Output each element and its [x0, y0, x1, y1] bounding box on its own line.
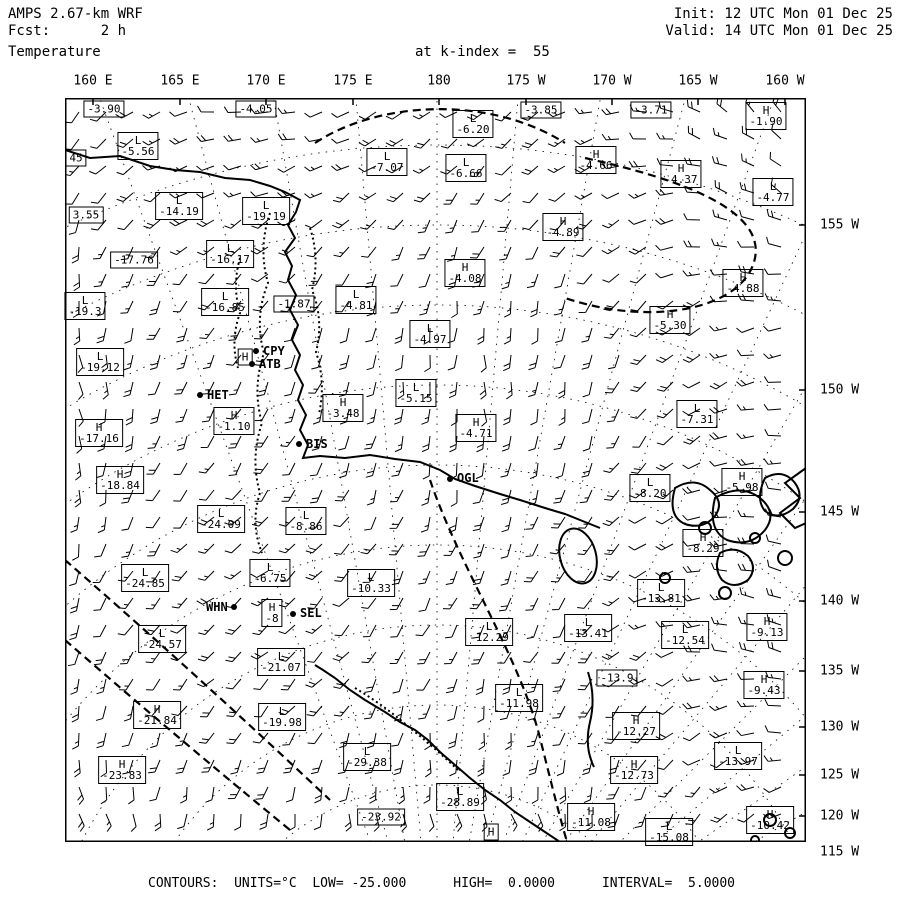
extremum-label — [322, 394, 363, 422]
extremum-label — [242, 197, 290, 225]
extremum-label — [542, 213, 583, 241]
extremum-label — [520, 102, 561, 119]
extremum-marker: H — [587, 805, 595, 818]
station-dot — [231, 604, 237, 610]
extremum-marker: H — [241, 350, 249, 364]
field-name: Temperature — [8, 44, 101, 60]
extremum-value: -19.19 — [246, 210, 286, 223]
station-label: ATB — [259, 357, 281, 371]
extremum-value: -5.98 — [725, 481, 759, 494]
top-axis-tick-label: 175 E — [333, 73, 373, 89]
extremum-marker: H — [268, 601, 276, 614]
extremum-value: -10.33 — [351, 582, 391, 595]
extremum-label — [637, 579, 685, 607]
extremum-value: -4.37 — [664, 173, 698, 186]
extremum-label — [357, 809, 405, 826]
extremum-label — [676, 400, 717, 428]
extremum-label — [682, 529, 723, 557]
right-axis-tick-label: 140 W — [820, 593, 860, 609]
top-axis-tick-label: 170 E — [246, 73, 286, 89]
extremum-marker: L — [217, 507, 225, 520]
extremum-value: -21.84 — [137, 714, 177, 727]
extremum-value: -6.20 — [456, 123, 490, 136]
extremum-label — [444, 259, 485, 287]
extremum-label — [612, 712, 660, 740]
extremum-marker: H — [95, 421, 103, 434]
extremum-value: -6.66 — [449, 167, 483, 180]
right-axis-tick-label: 150 W — [820, 382, 860, 398]
extremum-label — [445, 154, 486, 182]
extremum-marker: L — [646, 476, 654, 489]
extremum-value: 3.55 — [72, 208, 100, 222]
extremum-value: -23.83 — [102, 769, 142, 782]
extremum-label — [660, 160, 701, 188]
station-dot — [296, 441, 302, 447]
right-axis-tick-label: 155 W — [820, 217, 860, 233]
extremum-value: -1.90 — [749, 115, 783, 128]
extremum-value: -19.98 — [262, 716, 302, 729]
right-axis-tick-label: 115 W — [820, 844, 860, 860]
extremum-label — [285, 507, 326, 535]
extremum-value: -16.17 — [210, 253, 250, 266]
extremum-label — [575, 146, 616, 174]
extremum-marker: L — [469, 112, 477, 125]
extremum-marker: H — [762, 104, 770, 117]
extremum-value: -5.30 — [653, 319, 687, 332]
extremum-marker: H — [699, 531, 707, 544]
extremum-label — [746, 613, 787, 641]
extremum-marker: L — [681, 623, 689, 636]
right-axis-tick-label: 120 W — [820, 808, 860, 824]
extremum-marker: H — [487, 825, 495, 839]
extremum-label — [452, 110, 493, 138]
map-panel — [65, 98, 806, 842]
extremum-value: -1.87 — [277, 297, 311, 311]
extremum-label — [395, 379, 436, 407]
extremum-label — [65, 150, 86, 167]
extremum-marker: H — [153, 703, 161, 716]
extremum-label — [75, 419, 123, 447]
extremum-value: -7.31 — [680, 413, 714, 426]
extremum-value: -18.84 — [100, 479, 140, 492]
top-axis-tick-label: 160 W — [765, 73, 805, 89]
extremum-marker: L — [226, 242, 234, 255]
extremum-label — [258, 703, 306, 731]
extremum-value: -8 — [265, 612, 279, 625]
extremum-marker: L — [266, 561, 274, 574]
top-axis-tick-label: 175 W — [506, 73, 546, 89]
extremum-marker: L — [81, 294, 89, 307]
extremum-marker: L — [302, 509, 310, 522]
extremum-value: -19.3 — [68, 305, 102, 318]
extremum-label — [484, 824, 499, 841]
extremum-value: -4.97 — [413, 333, 447, 346]
extremum-label — [117, 132, 158, 160]
extremum-value: -4.89 — [546, 226, 580, 239]
extremum-label — [721, 468, 762, 496]
extremum-marker: H — [666, 308, 674, 321]
init-time: Init: 12 UTC Mon 01 Dec 25 — [673, 6, 893, 22]
extremum-label — [567, 803, 615, 831]
extremum-value: -13.97 — [718, 755, 758, 768]
extremum-marker: L — [769, 180, 777, 193]
extremum-value: -4.05 — [239, 102, 273, 116]
station-dot — [447, 476, 453, 482]
extremum-marker: L — [456, 785, 464, 798]
extremum-marker: L — [221, 290, 229, 303]
extremum-label — [645, 818, 693, 846]
extremum-marker: H — [738, 470, 746, 483]
extremum-value: -24.57 — [142, 638, 182, 651]
extremum-marker: L — [158, 627, 166, 640]
valid-time: Valid: 14 UTC Mon 01 Dec 25 — [665, 23, 893, 39]
station-label: HET — [207, 388, 229, 402]
extremum-value: -7.07 — [370, 161, 404, 174]
right-axis-tick-label: 145 W — [820, 504, 860, 520]
extremum-label — [629, 474, 670, 502]
extremum-marker: L — [383, 150, 391, 163]
extremum-value: -8.20 — [633, 487, 667, 500]
forecast-hour: Fcst: 2 h — [8, 23, 127, 39]
extremum-value: -10.42 — [750, 819, 790, 832]
extremum-label — [206, 240, 254, 268]
extremum-label — [261, 599, 282, 627]
extremum-marker: L — [734, 744, 742, 757]
extremum-value: -1.10 — [217, 420, 251, 433]
extremum-label — [343, 743, 391, 771]
extremum-value: -4.66 — [579, 159, 613, 172]
extremum-label — [249, 559, 290, 587]
extremum-value: -13.81 — [641, 592, 681, 605]
extremum-label — [110, 252, 158, 269]
extremum-value: -3.85 — [524, 103, 558, 117]
right-axis-tick-label: 125 W — [820, 767, 860, 783]
extremum-label — [155, 192, 203, 220]
extremum-marker: H — [677, 162, 685, 175]
extremum-value: -8.86 — [289, 520, 323, 533]
extremum-value: -4.88 — [726, 282, 760, 295]
extremum-value: -17.16 — [79, 432, 119, 445]
extremum-label — [409, 320, 450, 348]
extremum-label — [201, 288, 249, 316]
extremum-label — [98, 756, 146, 784]
extremum-value: -4.77 — [756, 191, 790, 204]
extremum-marker: L — [96, 350, 104, 363]
extremum-value: 45 — [69, 151, 83, 165]
top-axis-tick-label: 165 W — [678, 73, 718, 89]
extremum-label — [257, 648, 305, 676]
extremum-marker: H — [461, 261, 469, 274]
extremum-value: -5.15 — [399, 392, 433, 405]
extremum-marker: L — [175, 194, 183, 207]
top-axis-tick-label: 180 — [427, 73, 451, 89]
extremum-value: -9.13 — [750, 626, 784, 639]
extremum-label — [133, 701, 181, 729]
extremum-value: -11.08 — [571, 816, 611, 829]
extremum-value: -17.76 — [114, 253, 154, 267]
station-label: CPY — [263, 344, 285, 358]
model-title: AMPS 2.67-km WRF — [8, 6, 143, 22]
extremum-label — [69, 207, 104, 224]
extremum-marker: L — [665, 820, 673, 833]
extremum-marker: H — [118, 758, 126, 771]
extremum-value: -5.56 — [121, 145, 155, 158]
extremum-marker: L — [515, 686, 523, 699]
extremum-label — [630, 102, 671, 119]
extremum-value: -13.9 — [600, 671, 634, 685]
station-label: WHN — [206, 600, 228, 614]
extremum-marker: H — [559, 215, 567, 228]
extremum-value: -16.85 — [205, 301, 245, 314]
extremum-marker: L — [278, 705, 286, 718]
extremum-label — [213, 407, 254, 435]
extremum-marker: L — [141, 566, 149, 579]
extremum-value: -28.89 — [440, 796, 480, 809]
extremum-label — [138, 625, 186, 653]
extremum-marker: L — [412, 381, 420, 394]
extremum-marker: H — [763, 615, 771, 628]
extremum-value: -12.73 — [614, 769, 654, 782]
extremum-marker: H — [760, 673, 768, 686]
extremum-value: -21.07 — [261, 661, 301, 674]
level-label: at k-index = 55 — [415, 44, 550, 60]
extremum-marker: L — [693, 402, 701, 415]
extremum-label — [661, 621, 709, 649]
extremum-marker: L — [352, 288, 360, 301]
extremum-marker: L — [262, 199, 270, 212]
extremum-label — [752, 178, 793, 206]
extremum-marker: L — [367, 571, 375, 584]
extremum-marker: L — [277, 650, 285, 663]
station-dot — [197, 392, 203, 398]
extremum-label — [366, 148, 407, 176]
extremum-value: -29.38 — [347, 756, 387, 769]
extremum-value: -11.98 — [499, 697, 539, 710]
extremum-marker: H — [472, 416, 480, 429]
contour-info: CONTOURS: UNITS=°C LOW= -25.000 HIGH= 0.0000 INTERVAL= 5.0000 — [148, 876, 735, 891]
top-axis-tick-label: 165 E — [160, 73, 200, 89]
extremum-value: -9.43 — [747, 684, 781, 697]
extremum-marker: H — [739, 271, 747, 284]
extremum-label — [347, 569, 395, 597]
extremum-label — [335, 286, 376, 314]
extremum-label — [96, 466, 144, 494]
extremum-marker: L — [584, 616, 592, 629]
extremum-value: -3.90 — [87, 102, 121, 116]
extremum-value: -24.85 — [125, 577, 165, 590]
top-axis-tick-label: 160 E — [73, 73, 113, 89]
extremum-value: -15.08 — [649, 831, 689, 844]
extremum-label — [197, 505, 245, 533]
extremum-value: -3.48 — [326, 407, 360, 420]
top-axis-tick-label: 170 W — [592, 73, 632, 89]
extremum-label — [83, 101, 124, 118]
station-dot — [290, 611, 296, 617]
extremum-label — [743, 671, 784, 699]
extremum-value: -12.27 — [616, 725, 656, 738]
right-axis-tick-label: 135 W — [820, 663, 860, 679]
extremum-value: -23.92 — [361, 810, 401, 824]
extremum-value: -24.09 — [201, 518, 241, 531]
extremum-label — [714, 742, 762, 770]
extremum-marker: H — [592, 148, 600, 161]
extremum-value: -4.71 — [459, 427, 493, 440]
extremum-marker: H — [116, 468, 124, 481]
extremum-marker: H — [630, 758, 638, 771]
station-label: OGL — [457, 471, 479, 485]
extremum-value: -19.12 — [80, 361, 120, 374]
extremum-marker: L — [363, 745, 371, 758]
extremum-value: -12.54 — [665, 634, 705, 647]
extremum-label — [235, 101, 276, 118]
extremum-value: -4.81 — [339, 299, 373, 312]
extremum-value: -12.29 — [469, 631, 509, 644]
extremum-marker: H — [632, 714, 640, 727]
extremum-marker: L — [657, 581, 665, 594]
extremum-label — [273, 296, 314, 313]
extremum-label — [745, 102, 786, 130]
station-dot — [253, 348, 259, 354]
extremum-marker: H — [230, 409, 238, 422]
extremum-value: -14.19 — [159, 205, 199, 218]
extremum-label — [596, 670, 637, 687]
station-label: SEL — [300, 606, 322, 620]
extremum-label — [746, 806, 794, 834]
extremum-label — [465, 618, 513, 646]
extremum-value: -3.71 — [634, 103, 668, 117]
extremum-value: -6.75 — [253, 572, 287, 585]
extremum-value: -13.41 — [568, 627, 608, 640]
extremum-marker: L — [485, 620, 493, 633]
extremum-label — [495, 684, 543, 712]
extremum-label — [455, 414, 496, 442]
extremum-label — [76, 348, 124, 376]
extremum-label — [722, 269, 763, 297]
station-label: BIS — [306, 437, 328, 451]
extremum-marker: L — [426, 322, 434, 335]
extremum-marker: L — [134, 134, 142, 147]
extremum-marker: H — [339, 396, 347, 409]
extremum-label — [64, 292, 105, 320]
extremum-label — [649, 306, 690, 334]
extremum-label — [121, 564, 169, 592]
extremum-label — [436, 783, 484, 811]
extremum-value: -4.08 — [448, 272, 482, 285]
extremum-marker: H — [766, 808, 774, 821]
station-dot — [249, 361, 255, 367]
right-axis-tick-label: 130 W — [820, 719, 860, 735]
extremum-value: -8.29 — [686, 542, 720, 555]
extremum-label — [610, 756, 658, 784]
extremum-marker: L — [462, 156, 470, 169]
extremum-label — [564, 614, 612, 642]
